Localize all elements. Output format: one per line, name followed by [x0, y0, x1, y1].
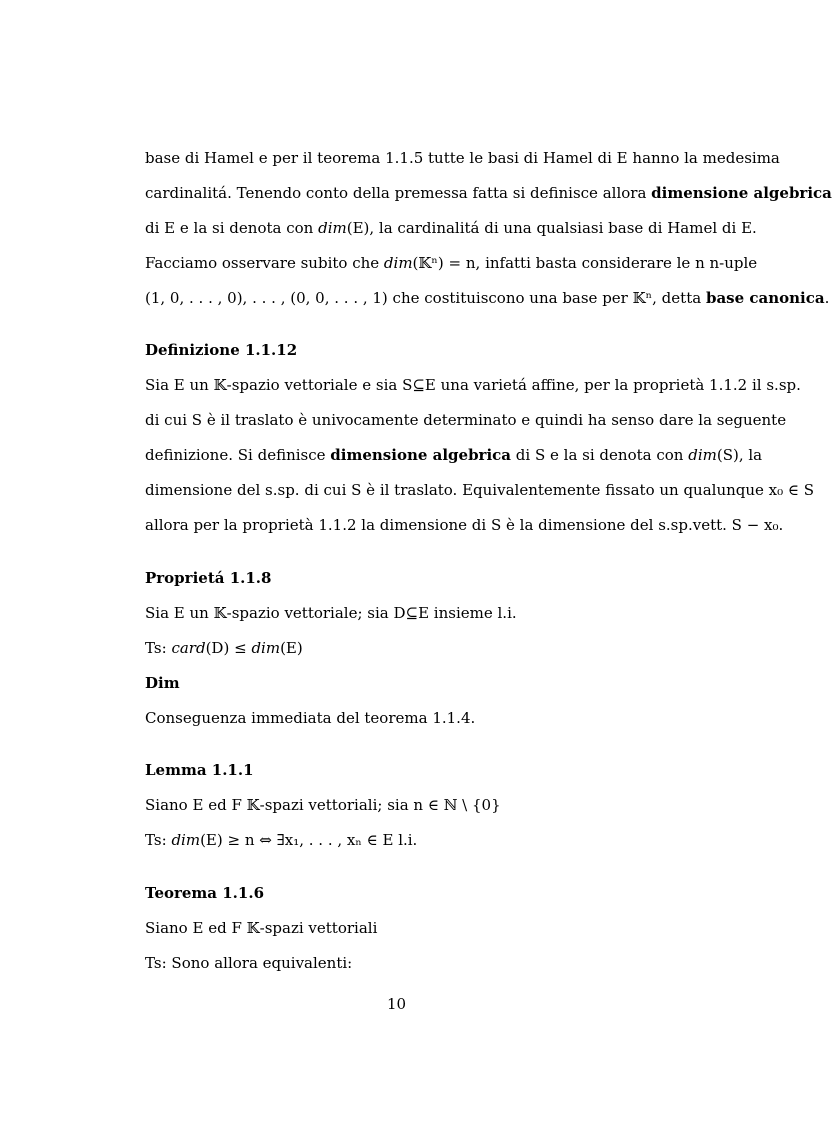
text-line: [145, 183, 832, 203]
text-span: Sia E un 𝕂-spazio vettoriale e sia S⊆E una varietá affine, per la proprietà 1.1.2 il s.sp.: [145, 376, 801, 394]
proof-heading: Dim: [145, 674, 180, 692]
text-span: (E): [280, 639, 303, 657]
lemma-heading: Lemma 1.1.1: [145, 761, 254, 779]
text-line: [145, 515, 784, 535]
italic-term: dim: [251, 639, 281, 657]
italic-term: dim: [318, 219, 347, 237]
text-line: [145, 410, 787, 430]
italic-term: dim: [171, 831, 201, 849]
text-span: Ts:: [145, 831, 167, 849]
theorem-heading: Teorema 1.1.6: [145, 884, 265, 902]
text-span: .: [824, 289, 830, 307]
text-span: Ts: Sono allora equivalenti:: [145, 954, 353, 972]
property-heading: Proprietá 1.1.8: [145, 569, 272, 587]
text-span: Conseguenza immediata del teorema 1.1.4.: [145, 709, 476, 727]
text-line: [145, 918, 747, 938]
text-span: Ts:: [145, 639, 167, 657]
text-line: [145, 953, 747, 973]
bold-term: dimensione algebrica: [330, 446, 512, 464]
text-line: [145, 253, 758, 273]
text-span: Sia E un 𝕂-spazio vettoriale; sia D⊆E insieme l.i.: [145, 604, 517, 622]
italic-term: dim: [688, 446, 717, 464]
text-line: [145, 638, 747, 658]
text-line: [145, 445, 763, 465]
bold-term: dimensione algebrica: [651, 184, 832, 202]
text-span: (E) ≥ n ⇔ ∃x₁, . . . , xₙ ∈ E l.i.: [200, 831, 418, 849]
text-span: (S), la: [716, 446, 763, 464]
bold-term: base canonica: [705, 289, 825, 307]
text-span: definizione. Si definisce: [145, 446, 326, 464]
definition-heading: Definizione 1.1.12: [145, 341, 298, 359]
text-span: di cui S è il traslato è univocamente determinato e quindi ha senso dare la seguente: [145, 411, 787, 429]
text-line: [145, 480, 815, 500]
text-line: [145, 795, 747, 815]
text-span: base di Hamel e per il teorema 1.1.5 tutte le basi di Hamel di E hanno la medesima: [145, 149, 780, 167]
text-line: [145, 148, 780, 168]
text-span: di E e la si denota con: [145, 219, 314, 237]
text-span: allora per la proprietà 1.1.2 la dimensione di S è la dimensione del s.sp.vett. S − x₀.: [145, 516, 784, 534]
text-line: [145, 830, 747, 850]
text-line: [145, 708, 747, 728]
text-span: Facciamo osservare subito che: [145, 254, 380, 272]
text-span: Siano E ed F 𝕂-spazi vettoriali: [145, 919, 378, 937]
text-span: (1, 0, . . . , 0), . . . , (0, 0, . . . , 1) che costituiscono una base per 𝕂ⁿ, detta: [145, 289, 702, 307]
italic-term: card: [171, 639, 206, 657]
text-span: dimensione del s.sp. di cui S è il traslato. Equivalentemente fissato un qualunque x₀ ∈ S: [145, 481, 815, 499]
italic-term: dim: [383, 254, 413, 272]
text-line: [145, 603, 747, 623]
text-span: (E), la cardinalitá di una qualsiasi base di Hamel di E.: [346, 219, 757, 237]
text-line: [145, 375, 801, 395]
page-number: 10: [386, 995, 407, 1013]
text-span: Siano E ed F 𝕂-spazi vettoriali; sia n ∈ ℕ \ {0}: [145, 796, 501, 814]
text-line: [145, 218, 757, 238]
text-line: [145, 288, 830, 308]
text-span: cardinalitá. Tenendo conto della premessa fatta si definisce allora: [145, 184, 647, 202]
text-span: di S e la si denota con: [515, 446, 684, 464]
text-span: (D) ≤: [205, 639, 247, 657]
text-span: (𝕂ⁿ) = n, infatti basta considerare le n n-uple: [412, 254, 758, 272]
